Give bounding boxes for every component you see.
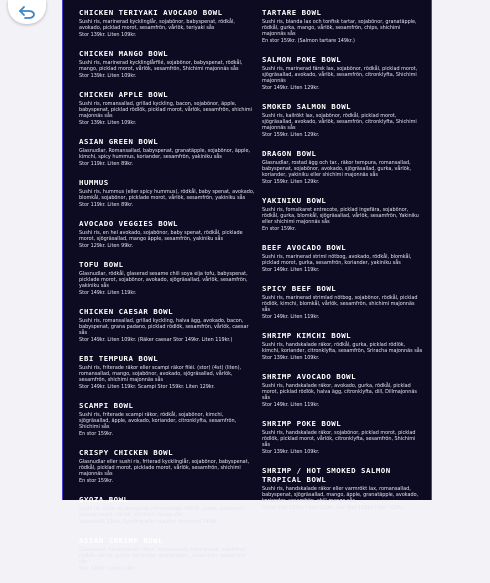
menu-item-description: Sushi ris, fornsikaret entrecote, picklad ingefära, sojabönor, rödkål, gurka, blomkål, sjögräsallad, vårlök, sesamfrön, Yakiniku eller shichimi majonnäs sås [262,207,419,225]
menu-item [79,307,255,343]
menu-item-title: CHICKEN MANGO BOWL [79,49,169,58]
menu-item-title: SALMON POKE BOWL [262,55,342,64]
menu-item [262,102,424,138]
menu-item [79,260,255,296]
menu-item-title: TOFU BOWL [79,260,124,269]
menu-item-description: Sushi ris, kallrökt lax, sojabönor, rödkål, picklad morot, sjögräsallad, avokado, vårlök, sesamfrön, citronklyfta, Shichimi majonnäs sås [262,113,417,131]
menu-item-title: SCAMPI BOWL [79,401,134,410]
menu-item [79,219,255,249]
menu-item-description: Sushi ris, romansallad, grillad kyckling, halva ägg, avokado, bacon, babyspenat, grana padano, picklad rödlök, sesamfrön, vårlök, caesar sås [79,318,249,336]
menu-item-description: Sushi ris, handskalade räkor, sojabönor, picklad morot, picklad rödlök, picklad morot, vårlök, citronklyfta, sesamfrön, Shichimi sås [262,430,416,448]
menu-item-price: Stor 149kr. Liten 119kr. Scampi Stor 159kr. Liten 129kr. [79,384,215,390]
menu-item [262,466,424,511]
menu-item-description: Sushi ris, handskalade räkor, avokado, gurka, rödkål, picklad morot, picklad rödlök, halva ägg, citronklyfta, dill, Dillmajonnäs sås [262,383,417,401]
menu-item-title: SHRIMP / HOT SMOKED SALMON TROPICAL BOWL [262,466,391,484]
menu-item-description: Glasnudlar, Romansallad, babyspenat, granatäpple, sojabönor, äpple, kimchi, spicy hummus, koriander, sesamfrön, yakiniku sås [79,148,251,160]
menu-item-description: Sushi ris, blanda lax och tonfisk tartar, sojabönor, granatäpple, rödkål, gurka, mango, vårlök, sesamfrön, chips, shichimi majonnäs sås [262,19,417,37]
menu-item-description: Glasnudlar eller sushi ris, friterad kycklinglår, sojabönor, babyspenat, rödkål, picklad morot, picklade morot, vårlök, sesamfrön, shichimi majonnäs sås [79,459,250,477]
menu-item-title: GYOZA BOWL [79,495,129,504]
menu-item-description: Sushi ris, marinerad striml nötbog, avokado, rödkål, blomkål, picklad morot, gurka, sesamfrön, koriander, yakiniku sås [262,254,412,266]
menu-item [79,8,255,38]
menu-item-price: En stor 159kr. (Salmon tartare 149kr.) [262,38,355,44]
menu-item [79,401,255,437]
menu-item-price: Stor 119kr. Liten 89kr. [79,161,134,167]
menu-item-title: AVOCADO VEGGIES BOWL [79,219,178,228]
menu-item-price: Stor 139kr. Liten 109kr. [79,73,137,79]
menu-item-description: Sushi ris, marinerad färsk lax, sojabönor, rödkål, picklad morot, sjögräsallad, avokado, vårlök, sesamfrön, citronklyfta, Shichimi majonnäs [262,66,418,84]
menu-item-title: HUMMUS [79,178,109,187]
menu-column-right [262,8,424,522]
menu-item-price: Stor 159kr. Liten 129kr. [262,179,320,185]
menu-item-title: CHICKEN CAESAR BOWL [79,307,174,316]
menu-item-description: Glasnudlar, handskalade räkor, romansallad, babyspenat, sojabönor, rödkål, vårlök, gurka, koriander, granatäpple, sesamfrön, sweet chili sås [79,547,248,565]
menu-item-title: CHICKEN APPLE BOWL [79,90,169,99]
menu-item-title: SPICY BEEF BOWL [262,284,337,293]
menu-item [262,419,424,455]
menu-item-price: Vegetarisk 139kr. Kyckling eller skaldjur dumpling 149kr. [79,519,218,525]
menu-item-price: En stor 159kr. [79,478,114,484]
menu-item-description: Sushi ris, marinerad kycklinglårfilé, sojabönor, babyspenat, rödkål, mango, picklad morot, vårlök, sesamfrön, Shichimi majonnäs sås [79,60,243,72]
menu-item-title: TARTARE BOWL [262,8,322,17]
menu-item-title: DRAGON BOWL [262,149,317,158]
undo-arrow-icon [18,5,36,19]
menu-item-title: ASIAN SHRIMP BOWL [79,536,164,545]
menu-item-price: Stor 149kr. Liten 129kr. [262,85,320,91]
back-button[interactable] [8,0,46,24]
menu-column-left [79,8,255,583]
menu-item-description: Glasnudlar, rödkål, glaserad sesame chili soya eija tofu, babyspenat, picklade morot, sojabönor, avokado, sjögräsallad, vårlök, sesamfrön, yakiniku sås [79,271,248,289]
menu-item-price: Stor 149kr. Liten 119kr. [262,267,320,273]
menu-item-description: Sushi ris, handskalade räkor, rödkål, gurka, picklad rödlök, kimchi, koriander, citronklyfta, sesamfrön, Sriracha majonnäs sås [262,342,423,354]
menu-item [79,354,255,390]
menu-item-price: Stor 139kr. Liten 109kr. [262,355,320,361]
menu-item-title: ASIAN GREEN BOWL [79,137,159,146]
menu-item-price: Stor 149kr. Liten 109kr. (Räker caesar Stor 149kr. Liten 119kr.) [79,337,233,343]
menu-item [262,196,424,232]
menu-item-price: Räkor Stor 159kr. Liten 119kr. Lax Stor 169kr. Liten 129kr. [262,505,404,511]
menu-item [262,55,424,91]
menu-item-description: Sushi ris, hummus (eller spicy hummus), rödkål, baby spenat, avokado, blomkål, sojabönor, picklade morot, vårlök, sesamfrön, yakiniku sås [79,189,255,201]
menu-item [79,448,255,484]
menu-item-title: SHRIMP AVOCADO BOWL [262,372,357,381]
menu-item [262,372,424,408]
menu-item [262,243,424,273]
menu-item-price: Stor 139kr. Liten 109kr. [79,32,137,38]
menu-item-price: En stor 159kr. [262,226,297,232]
menu-item-title: YAKINIKU BOWL [262,196,327,205]
menu-item-description: Sushi ris, friterade räkor eller scampi räkor filéi. (stor) (4st) (liten), romansallad, mango, sojabönor, avokado, sjögräsallad, vårlök, sesamfrön, shichimi majonnäs sås [79,365,242,383]
menu-item-price: Stor 149kr. Liten 119kr. [79,290,137,296]
menu-item-title: EBI TEMPURA BOWL [79,354,159,363]
menu-item-price: Stor 139kr. Liten 109kr. [79,120,137,126]
menu-item-description: Sushi ris, en hel avokado, sojabönor, baby spenat, rödkål, picklade morot, sjögräsallad, mango äpple, sesamfrön, yakiniku sås [79,230,243,242]
menu-item [79,178,255,208]
menu-item-title: CRISPY CHICKEN BOWL [79,448,174,457]
menu-item-description: Glasnudlar, rostad ägg och tar., räkor tempura, romansallad, babyspenat, sojabönor, avokado, sjögräsallad, gurka, vårlök, koriander, yakiniku eller shichimi majonnäs sås [262,160,412,178]
menu-item-description: Sushi ris, handskalade räkor eller varmrökt lax, romansallad, babyspenat, sjögräsallad, mango, äpple, granatäpple, avokado, koriander, sesamfrön, chili mango sås [262,486,419,504]
menu-item [79,49,255,79]
menu-item-price: Stor 129kr. Liten 99kr. [79,243,134,249]
menu-item [79,536,255,572]
menu-item [79,495,255,525]
menu-item-description: Sushi ris, fläsk- av dumpling, romansallad, rödkål, gurka, sojabönor, picklad morot, vårlök, shichimi, Gyoza sås [79,506,246,518]
menu-item-price: Stor 119kr. Liten 89kr. [79,202,134,208]
menu-item-price: Stor 149kr. Liten 119kr. [79,566,137,572]
menu-item-description: Sushi ris, friterade scampi räkor, rödkål, sojabönor, kimchi, sjögräsallad, äpple, avokado, koriander, citronklyfta, sesamfrön, Shichimi sås [79,412,237,430]
menu-item [262,8,424,44]
menu-page [62,0,432,572]
menu-item [79,90,255,126]
menu-item-title: SHRIMP POKE BOWL [262,419,342,428]
menu-item-title: SMOKED SALMON BOWL [262,102,352,111]
menu-item-description: Sushi ris, romansallad, grillad kyckling, bacon, sojabönor, äpple, babyspenat, picklad rödlök, picklad morot, vårlök, sesamfrön, shichimi majonnäs sås [79,101,253,119]
menu-item [262,284,424,320]
menu-item-title: CHICKEN TERIYAKI AVOCADO BOWL [79,8,223,17]
menu-item-description: Sushi ris, marinerad strimlad nötbog, sojabönor, rödkål, picklad rödlök, kimchi, blomkål, vårlök, sesamfrön, shichimi majonnäs sås [262,295,418,313]
menu-item-title: SHRIMP KIMCHI BOWL [262,331,352,340]
menu-item [262,331,424,361]
menu-item-title: BEEF AVOCADO BOWL [262,243,347,252]
menu-item-price: Stor 159kr. Liten 129kr. [262,132,320,138]
menu-item-price: En stor 159kr. [79,431,114,437]
menu-item-price: Stor 139kr. Liten 109kr. [262,449,320,455]
menu-item [79,137,255,167]
menu-item [262,149,424,185]
menu-item-price: Stor 149kr. Liten 119kr. [262,402,320,408]
menu-item-description: Sushi ris, marinerad kycklinglår, sojabönor, babyspenat, rödkål, avokado, picklad morot, sesamfrön, vårlök, teriyaki sås [79,19,235,31]
menu-item-price: Stor 149kr. Liten 119kr. [262,314,320,320]
